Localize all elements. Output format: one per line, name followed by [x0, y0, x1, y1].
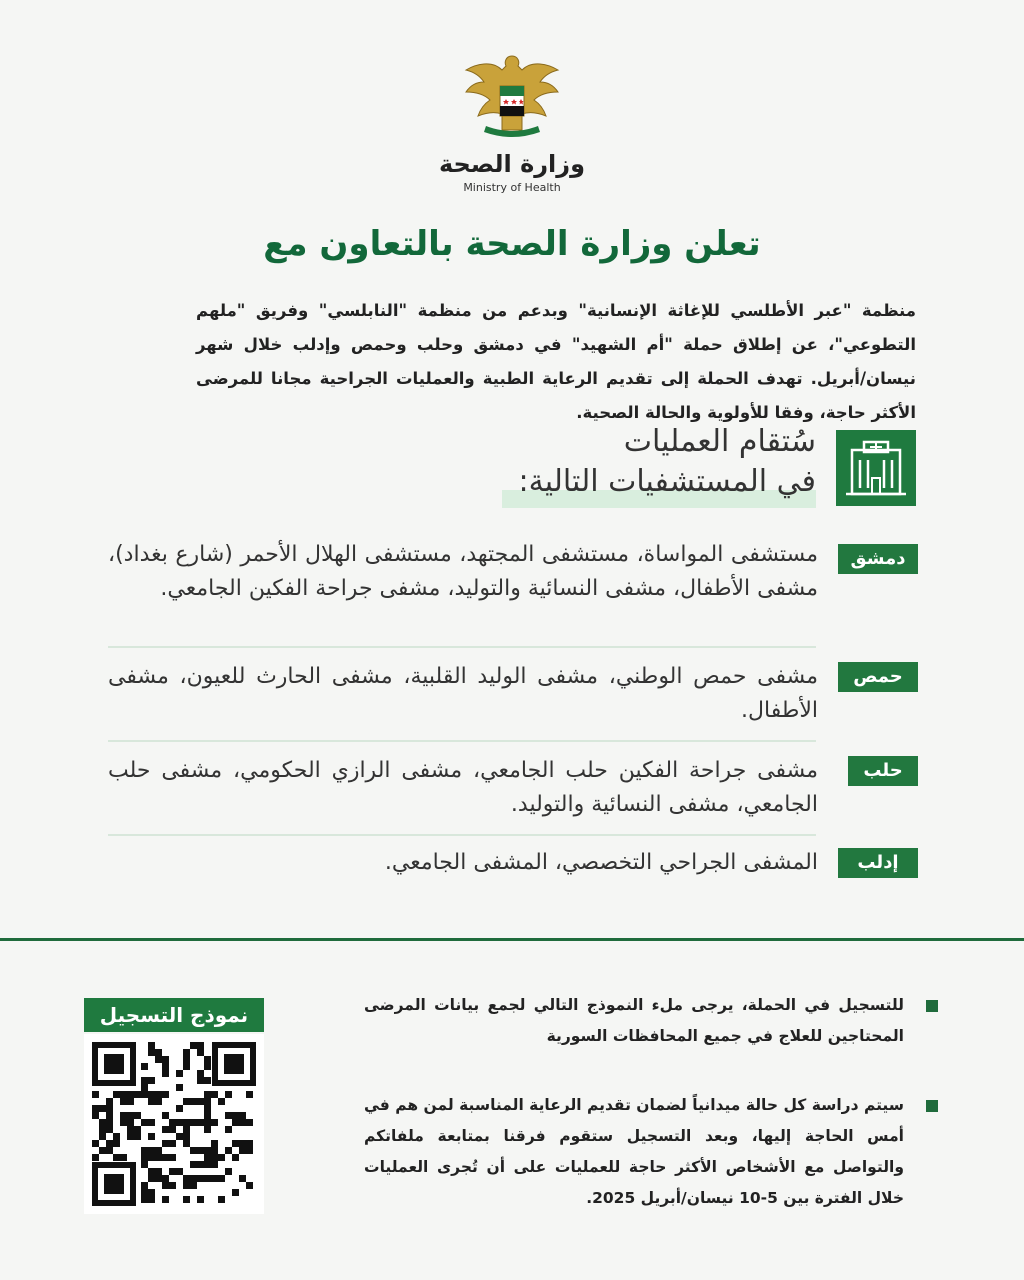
syrian-eagle-emblem-icon: [462, 50, 562, 146]
ministry-name-arabic: وزارة الصحة: [438, 150, 586, 178]
divider: [108, 834, 816, 836]
hospitals-title-line1: سُتقام العمليات: [623, 424, 816, 459]
city-hospitals-homs: مشفى حمص الوطني، مشفى الوليد القلبية، مشفى الحارث للعيون، مشفى الأطفال.: [108, 664, 818, 723]
city-hospitals-idlib: المشفى الجراحي التخصصي، المشفى الجامعي.: [384, 850, 818, 875]
page-title: تعلن وزارة الصحة بالتعاون مع: [263, 224, 761, 264]
city-tag-homs: حمص: [838, 662, 918, 692]
divider: [108, 646, 816, 648]
ministry-name-english: Ministry of Health: [463, 181, 561, 194]
city-tag-aleppo: حلب: [848, 756, 918, 786]
hospitals-title-line2: في المستشفيات التالية:: [518, 464, 816, 499]
city-tag-damascus: دمشق: [838, 544, 918, 574]
city-hospitals-damascus: مستشفى المواساة، مستشفى المجتهد، مستشفى الهلال الأحمر (شارع بغداد)، مشفى الأطفال، مشفى النسائية والتوليد، مشفى جراحة الفكين الجامعي.: [108, 542, 818, 601]
registration-note: للتسجيل في الحملة، يرجى ملء النموذج التالي لجمع بيانات المرضى المحتاجين للعلاج في جميع المحافظات السورية: [364, 996, 904, 1045]
city-tag-idlib: إدلب: [838, 848, 918, 878]
hospital-building-icon: [836, 430, 916, 506]
qr-code-icon[interactable]: [84, 1034, 264, 1214]
process-note: سيتم دراسة كل حالة ميدانياً لضمان تقديم الرعاية المناسبة لمن هم في أمس الحاجة إليها، وبعد التسجيل ستقوم فرقنا بمتابعة ملفاتكم والتواصل مع الأشخاص الأكثر حاجة للعمليات على أن تُجرى العمليات خلال الفترة بين 5-10 نيسان/أبريل 2025.: [364, 1096, 904, 1207]
bullet-square-icon: [926, 1100, 938, 1112]
registration-form-label: نموذج التسجيل: [84, 998, 264, 1032]
bullet-square-icon: [926, 1000, 938, 1012]
intro-paragraph: منظمة "عبر الأطلسي للإغاثة الإنسانية" وبدعم من منظمة "النابلسي" وفريق "ملهم التطوعي"، عن إطلاق حملة "أم الشهيد" في دمشق وحلب وحمص وإدلب خلال شهر نيسان/أبريل. تهدف الحملة إلى تقديم الرعاية الطبية والعمليات الجراحية مجانا للمرضى الأكثر حاجة، وفقا للأولوية والحالة الصحية.: [196, 301, 916, 422]
section-divider: [0, 938, 1024, 941]
city-hospitals-aleppo: مشفى جراحة الفكين حلب الجامعي، مشفى الرازي الحكومي، مشفى حلب الجامعي، مشفى النسائية والتوليد.: [108, 758, 818, 817]
divider: [108, 740, 816, 742]
